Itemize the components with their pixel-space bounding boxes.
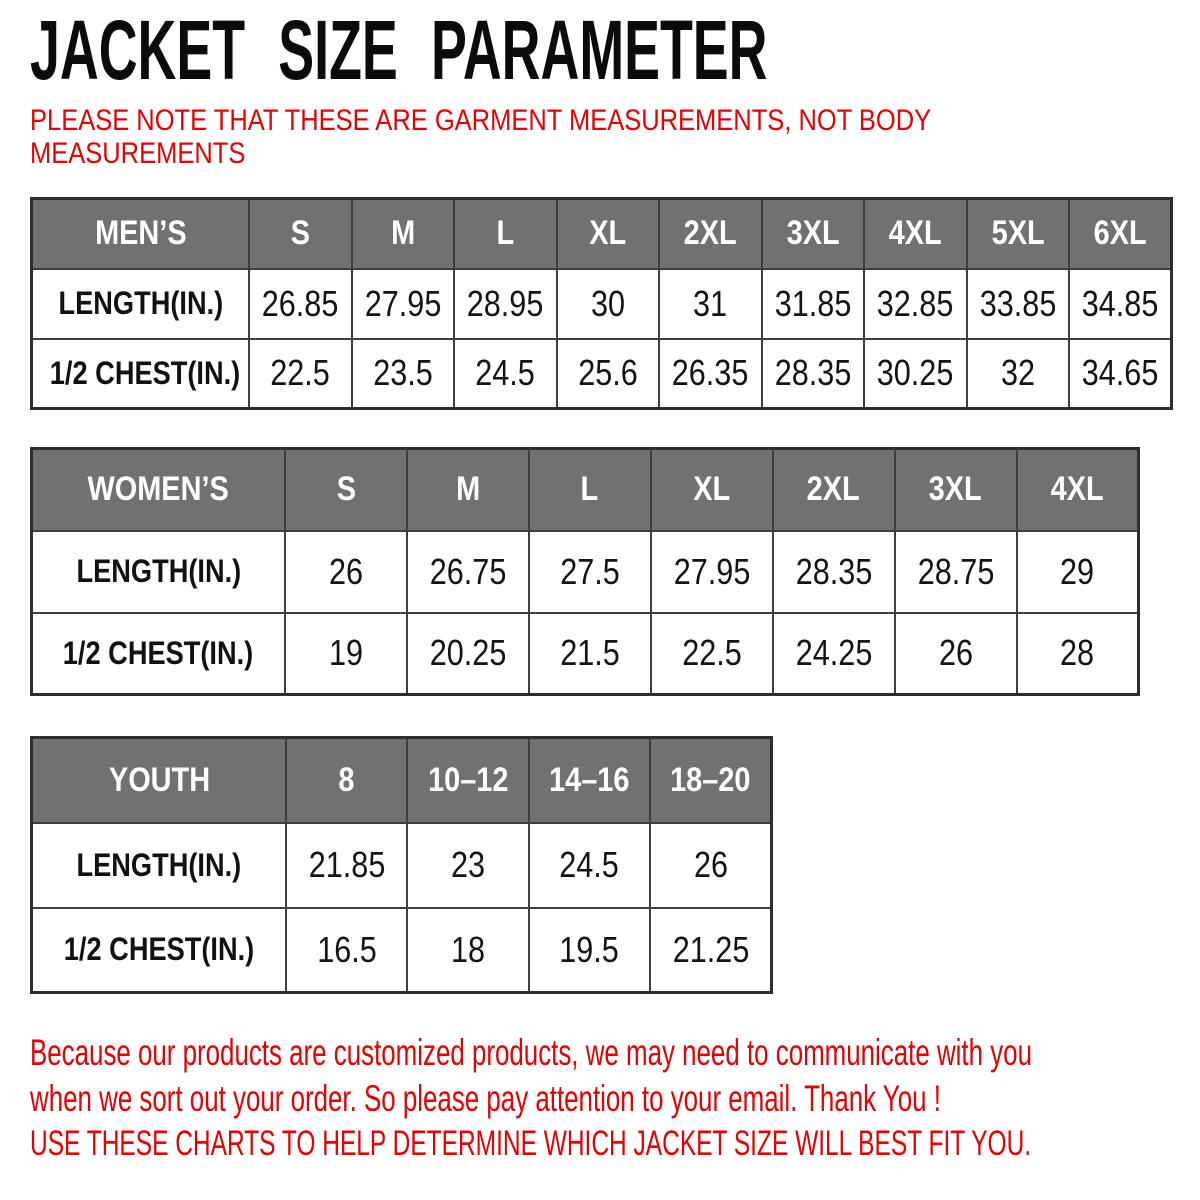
cell-text: 24.25 (795, 632, 872, 674)
cell-text: XL (589, 214, 627, 253)
column-header (762, 199, 865, 269)
cell-text: 28.95 (466, 282, 544, 324)
value-cell (557, 339, 660, 409)
cell-text: 32.85 (876, 282, 954, 324)
note-line: MEASUREMENTS (30, 137, 246, 170)
row-label (32, 339, 250, 409)
value-cell (659, 339, 762, 409)
cell-text: 30 (590, 282, 625, 324)
value-cell (762, 339, 865, 409)
table-header-row (32, 199, 1172, 269)
value-cell (557, 269, 660, 339)
value-cell (650, 908, 771, 993)
cell-text: 2XL (807, 470, 861, 509)
cell-text: 22.5 (681, 632, 742, 674)
cell-text: 24.5 (475, 352, 536, 394)
value-cell (352, 269, 455, 339)
cell-text: 23.5 (372, 352, 433, 394)
row-label (32, 613, 286, 695)
column-header (529, 738, 650, 823)
value-cell (529, 531, 651, 613)
page-title: JACKET SIZE PARAMETER (30, 3, 768, 97)
table-row (32, 613, 1139, 695)
cell-text: 34.65 (1081, 352, 1159, 394)
table-row (32, 339, 1172, 409)
column-header (454, 199, 557, 269)
cell-text: LENGTH(IN.) (76, 553, 241, 589)
cell-text: XL (693, 470, 731, 509)
cell-text: 28 (1060, 632, 1095, 674)
value-cell (407, 908, 528, 993)
value-cell (895, 613, 1017, 695)
value-cell (967, 269, 1070, 339)
column-header (650, 738, 771, 823)
cell-text: 26 (328, 550, 363, 592)
table-row (32, 908, 772, 993)
cell-text: 3XL (929, 470, 983, 509)
value-cell (659, 269, 762, 339)
cell-text: 33.85 (979, 282, 1057, 324)
mens-size-table (30, 197, 1173, 410)
cell-text: 18–20 (670, 760, 751, 799)
cell-text: 34.85 (1081, 282, 1159, 324)
cell-text: 19 (328, 632, 363, 674)
row-label (32, 908, 287, 993)
cell-text: 1/2 CHEST(IN.) (63, 931, 255, 968)
value-cell (454, 339, 557, 409)
cell-text: 31 (693, 282, 728, 324)
value-cell (1069, 339, 1172, 409)
column-header (773, 449, 895, 531)
value-cell (1017, 531, 1139, 613)
cell-text: 28.35 (795, 550, 872, 592)
value-cell (864, 269, 967, 339)
value-cell (286, 908, 407, 993)
cell-text: 4XL (888, 214, 942, 253)
value-cell (1069, 269, 1172, 339)
cell-text: 19.5 (559, 928, 620, 970)
table-row (32, 531, 1139, 613)
cell-text: 26.85 (261, 282, 339, 324)
cell-text: 1/2 CHEST(IN.) (49, 354, 241, 391)
cell-text: M (390, 214, 415, 253)
value-cell (529, 823, 650, 908)
cell-text: 22.5 (270, 352, 331, 394)
column-header (32, 738, 287, 823)
value-cell (249, 269, 352, 339)
youth-size-table (30, 736, 773, 994)
column-header (352, 199, 455, 269)
womens-size-table (30, 447, 1140, 696)
cell-text: 5XL (991, 214, 1045, 253)
cell-text: 23 (451, 844, 486, 885)
cell-text: 1/2 CHEST(IN.) (63, 634, 254, 671)
note-line: PLEASE NOTE THAT THESE ARE GARMENT MEASUREMENTS, NOT BODY (30, 104, 932, 137)
column-header (651, 449, 773, 531)
cell-text: 26 (693, 844, 728, 885)
footer-note-line: when we sort out your order. So please pay attention to your email. Thank You ! (30, 1078, 941, 1119)
cell-text: 3XL (786, 214, 840, 253)
value-cell (454, 269, 557, 339)
cell-text: 26.35 (671, 352, 749, 394)
column-header (864, 199, 967, 269)
column-header (659, 199, 762, 269)
column-header (1069, 199, 1172, 269)
cell-text: 31.85 (774, 282, 852, 324)
column-header (407, 738, 528, 823)
cell-text: LENGTH(IN.) (58, 285, 223, 321)
cell-text: 27.5 (560, 550, 620, 592)
row-label (32, 823, 287, 908)
cell-text: 8 (338, 760, 355, 799)
value-cell (773, 613, 895, 695)
value-cell (651, 531, 773, 613)
value-cell (407, 531, 529, 613)
cell-text: 28.75 (917, 550, 994, 592)
cell-text: L (496, 214, 515, 253)
table-row (32, 823, 772, 908)
cell-text: 21.25 (672, 928, 749, 970)
row-label (32, 269, 250, 339)
cell-text: L (580, 470, 599, 509)
value-cell (352, 339, 455, 409)
cell-text: 27.95 (364, 282, 442, 324)
cell-text: 26.75 (429, 550, 507, 592)
table-header-row (32, 449, 1139, 531)
value-cell (864, 339, 967, 409)
cell-text: 6XL (1093, 214, 1147, 253)
column-header (557, 199, 660, 269)
cell-text: 20.25 (429, 632, 507, 674)
cell-text: MEN’S (94, 214, 187, 253)
value-cell (285, 531, 407, 613)
value-cell (286, 823, 407, 908)
footer-note (30, 1030, 1200, 1122)
value-cell (285, 613, 407, 695)
cell-text: LENGTH(IN.) (76, 846, 242, 883)
cell-text: 14–16 (549, 760, 630, 799)
column-header (286, 738, 407, 823)
cell-text: 24.5 (559, 844, 620, 885)
row-label (32, 531, 286, 613)
table-row (32, 269, 1172, 339)
cell-text: 18 (451, 928, 486, 970)
column-header (32, 449, 286, 531)
cell-text: S (336, 470, 356, 509)
cell-text: YOUTH (108, 760, 210, 799)
value-cell (529, 908, 650, 993)
value-cell (651, 613, 773, 695)
column-header (285, 449, 407, 531)
footer-caps-note: USE THESE CHARTS TO HELP DETERMINE WHICH JACKET SIZE WILL BEST FIT YOU. (30, 1124, 1032, 1163)
cell-text: WOMEN’S (87, 470, 230, 509)
column-header (32, 199, 250, 269)
value-cell (407, 613, 529, 695)
column-header (967, 199, 1070, 269)
value-cell (650, 823, 771, 908)
cell-text: 25.6 (577, 352, 638, 394)
cell-text: 10–12 (427, 760, 509, 799)
value-cell (1017, 613, 1139, 695)
value-cell (773, 531, 895, 613)
table-header-row (32, 738, 772, 823)
cell-text: 21.85 (308, 844, 385, 885)
measurement-note (30, 104, 1090, 170)
column-header (895, 449, 1017, 531)
column-header (407, 449, 529, 531)
cell-text: 29 (1060, 550, 1095, 592)
cell-text: 4XL (1050, 470, 1104, 509)
cell-text: 28.35 (774, 352, 852, 394)
cell-text: 21.5 (560, 632, 620, 674)
value-cell (967, 339, 1070, 409)
column-header (249, 199, 352, 269)
cell-text: 32 (1000, 352, 1035, 394)
cell-text: 27.95 (673, 550, 751, 592)
footer-note-line: Because our products are customized products, we may need to communicate with you (30, 1032, 1032, 1073)
value-cell (895, 531, 1017, 613)
cell-text: M (455, 470, 480, 509)
cell-text: 16.5 (316, 928, 377, 970)
value-cell (407, 823, 528, 908)
cell-text: S (290, 214, 310, 253)
cell-text: 30.25 (876, 352, 954, 394)
column-header (529, 449, 651, 531)
value-cell (529, 613, 651, 695)
value-cell (762, 269, 865, 339)
value-cell (249, 339, 352, 409)
cell-text: 26 (938, 632, 973, 674)
cell-text: 2XL (683, 214, 737, 253)
column-header (1017, 449, 1139, 531)
